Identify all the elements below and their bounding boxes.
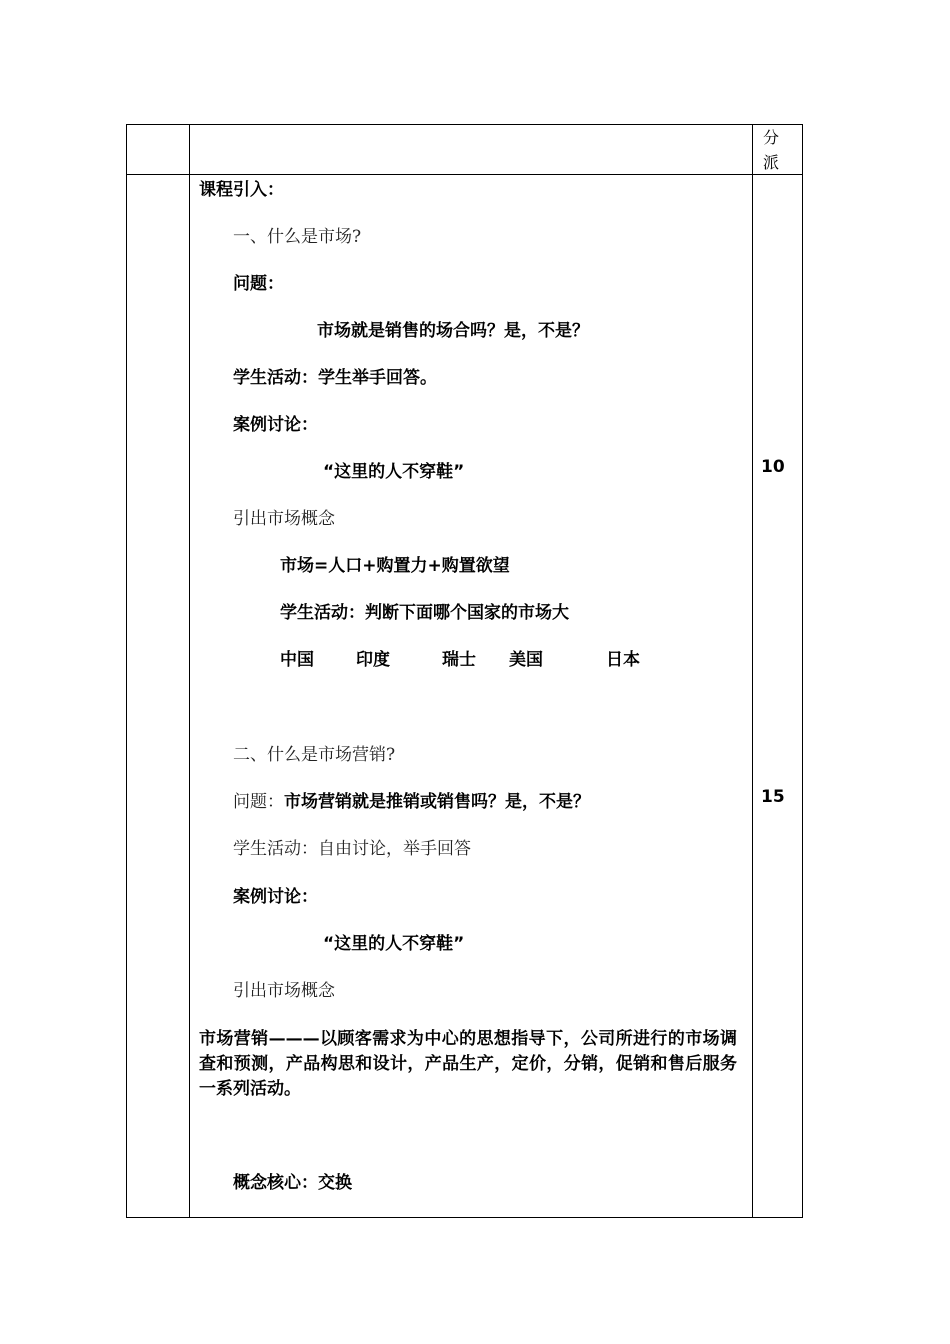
column-divider-2: [752, 125, 753, 1217]
time-value-2: 15: [761, 787, 785, 807]
question2-label: 问题：: [233, 792, 284, 812]
marketing-definition: 市场营销———以顾客需求为中心的思想指导下，公司所进行的市场调查和预测，产品构思和设计，产品生产，定价，分销，促销和售后服务一系列活动。: [199, 1029, 737, 1099]
concept-core: 概念核心：交换: [233, 1173, 352, 1193]
header-row-divider: [127, 174, 802, 175]
question-text: 市场就是销售的场合吗？是，不是？: [317, 321, 589, 341]
lead-market-concept: 引出市场概念: [233, 509, 335, 529]
question-label: 问题：: [233, 274, 284, 294]
case-title: “这里的人不穿鞋”: [323, 462, 465, 482]
country-switzerland: 瑞士: [442, 650, 476, 670]
country-usa: 美国: [509, 650, 543, 670]
column-divider-1: [189, 125, 190, 1217]
student-activity-1: 学生活动：学生举手回答。: [233, 368, 437, 388]
student-activity-3: 学生活动：自由讨论，举手回答: [233, 839, 471, 859]
student-activity-2: 学生活动：判断下面哪个国家的市场大: [280, 603, 569, 623]
country-india: 印度: [356, 650, 390, 670]
section1-title: 一、什么是市场?: [233, 227, 362, 247]
question2-row: [233, 792, 590, 812]
time-value-1: 10: [761, 457, 785, 477]
intro-title: 课程引入：: [199, 180, 284, 200]
country-china: 中国: [280, 650, 314, 670]
header-col3-line2: 派: [763, 153, 780, 172]
case-discussion-label-2: 案例讨论：: [233, 887, 318, 907]
country-japan: 日本: [606, 650, 640, 670]
question2-text: 市场营销就是推销或销售吗？是，不是？: [284, 792, 590, 812]
case-title-2: “这里的人不穿鞋”: [323, 934, 465, 954]
section2-title: 二、什么是市场营销?: [233, 745, 396, 765]
market-formula: 市场=人口+购置力+购置欲望: [280, 556, 510, 576]
case-discussion-label: 案例讨论：: [233, 415, 318, 435]
lead-market-concept-2: 引出市场概念: [233, 981, 335, 1001]
header-col3-line1: 分: [763, 128, 780, 147]
